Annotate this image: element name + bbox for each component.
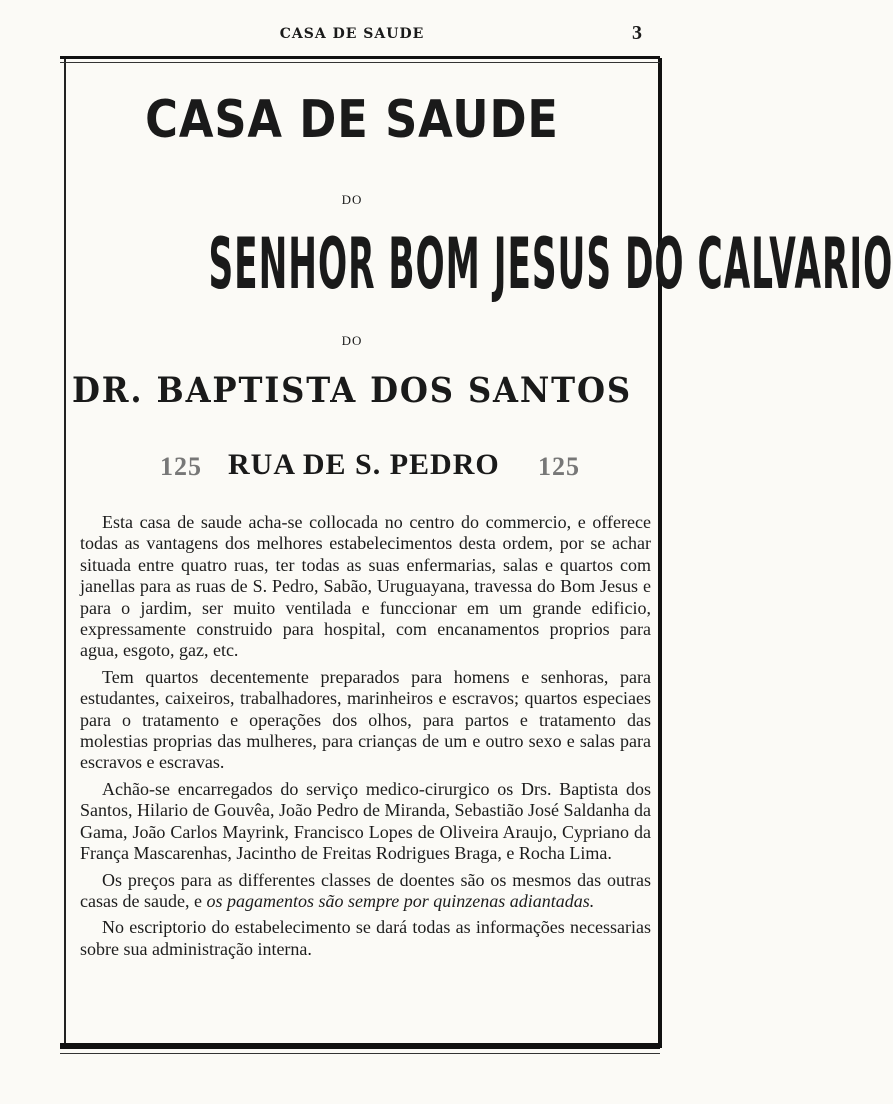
address-street: RUA DE S. PEDRO <box>228 448 500 481</box>
paragraph-location: Esta casa de saude acha-se collocada no centro do commercio, e offerece todas as vantagens dos melhores estabelecimentos desta ordem, por se achar situada entre quatro ruas, ter todas as suas enfermarias, salas e quartos com janellas para as ruas de S. Pedro, Sabão, Uruguayana, travessa do Bom Jesus e para o jardim, ser muito ventilada e funccionar em um grande edificio, expressamente construido para hospital, com encanamentos proprios para agua, esgoto, gaz, etc. <box>80 512 651 661</box>
frame-top-rule <box>60 56 660 59</box>
paragraph-staff: Achão-se encarregados do serviço medico-cirurgico os Drs. Baptista dos Santos, Hilario de Gouvêa, João Pedro de Miranda, Sebastião José Saldanha da Gama, João Carlos Mayrink, Francisco Lopes de Oliveira Araujo, Cypriano da França Mascarenhas, Jacintho de Freitas Rodrigues Braga, e Rocha Lima. <box>80 778 651 864</box>
address-number-left: 125 <box>160 452 202 481</box>
paragraph-prices-italic: os pagamentos são sempre por quinzenas adiantadas. <box>206 890 595 911</box>
running-header-title: CASA DE SAUDE <box>279 26 425 42</box>
paragraph-prices-text: Os preços para as differentes classes de doentes são os mesmos das outras casas de saude, e <box>80 869 651 911</box>
page-number: 3 <box>632 22 642 44</box>
paragraph-office: No escriptorio do estabelecimento se dará todas as informações necessarias sobre sua administração interna. <box>80 917 651 959</box>
advertisement-body <box>80 512 651 965</box>
connector-do-2: DO <box>341 333 363 348</box>
paragraph-rooms: Tem quartos decentemente preparados para homens e senhoras, para estudantes, caixeiros, trabalhadores, marinheiros e escravos; quartos especiaes para o tratamento e operações dos olhos, para partos e tratamento das molestias proprias das mulheres, para crianças de um e outro sexo e salas para escravos e escravas. <box>80 666 651 773</box>
address-number-right: 125 <box>538 452 580 481</box>
frame-top-rule-thin <box>60 62 660 63</box>
address-line <box>160 448 580 492</box>
frame-bottom-rule-thin <box>60 1053 660 1054</box>
proprietor-name: DR. BAPTISTA DOS SANTOS <box>72 370 632 411</box>
advertisement-subtitle: SENHOR BOM JESUS DO CALVARIO <box>208 223 893 305</box>
paragraph-prices <box>80 870 651 913</box>
connector-do-1: DO <box>341 192 363 207</box>
frame-bottom-rule <box>60 1043 660 1049</box>
advertisement-title: CASA DE SAUDE <box>145 90 559 150</box>
